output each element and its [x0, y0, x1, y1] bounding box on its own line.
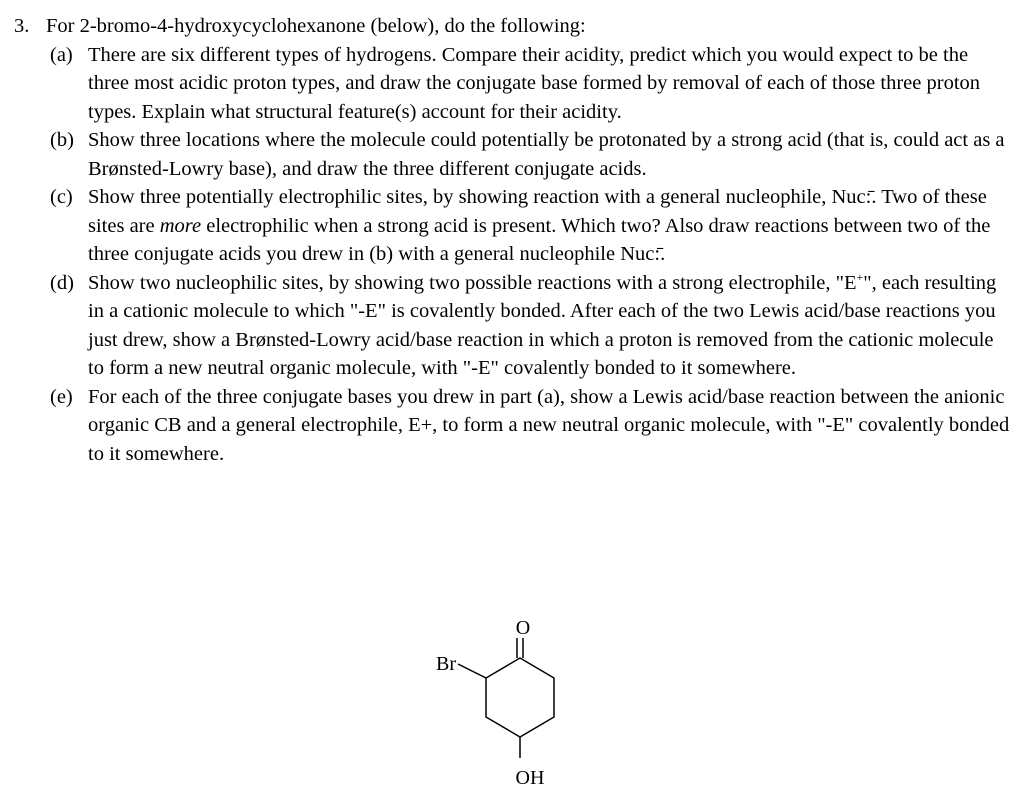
part-e [14, 383, 1014, 469]
part-c-emphasis: more [159, 214, 202, 237]
oxygen-label: O [515, 617, 531, 639]
question-3 [14, 12, 1014, 468]
bromine-label: Br [436, 653, 456, 675]
part-c-text-2: electrophilic when a strong acid is present. Which two? Also draw reactions between two of the three conjugate acids you drew in (b) with a general nucleophile Nuc:̄. [88, 214, 991, 265]
part-b-label: (b) [50, 129, 74, 151]
part-d-text-1: Show two nucleophilic sites, by showing two possible reactions with a strong electrophile, "E [88, 271, 857, 294]
question-intro: For 2-bromo-4-hydroxycyclohexanone (below), do the following: [46, 15, 586, 37]
question-number: 3. [14, 15, 30, 37]
hydroxyl-label: OH [515, 767, 545, 789]
cyclohexane-ring [486, 658, 554, 737]
part-a-label: (a) [50, 43, 73, 66]
part-d [14, 269, 1014, 383]
question-header [14, 12, 1014, 41]
part-b [14, 126, 1014, 183]
part-c-label: (c) [50, 186, 73, 208]
part-c-text-1: Show three potentially electrophilic sites, by showing reaction with a general nucleophile, Nuc:̄. Two of these sites are [88, 186, 987, 237]
part-d-label: (d) [50, 271, 74, 294]
part-a [14, 41, 1014, 127]
part-d-superscript: + [856, 269, 864, 284]
bromine-bond [458, 664, 486, 678]
part-e-label: (e) [50, 385, 73, 408]
part-c [14, 183, 1014, 269]
part-b-text: Show three locations where the molecule could potentially be protonated by a strong acid (that is, could act as a Brønsted-Lowry base), and draw the three different conjugate acids. [88, 129, 1005, 180]
part-d-text-2: ", each resulting in a cationic molecule to which "-E" is covalently bonded. After each of the two Lewis acid/base reactions you just drew, show a Brønsted-Lowry acid/base reaction in which a proton is removed from the cationic molecule to form a new neutral organic molecule, with "-E" covalently bonded to it somewhere. [88, 271, 997, 379]
part-e-text: For each of the three conjugate bases you drew in part (a), show a Lewis acid/base reaction between the anionic organic CB and a general electrophile, E+, to form a new neutral organic molecule, with "-E" covalently bonded to it somewhere. [88, 385, 1010, 465]
part-a-text: There are six different types of hydrogens. Compare their acidity, predict which you would expect to be the three most acidic proton types, and draw the conjugate base formed by removal of each of those three proton types. Explain what structural feature(s) account for their acidity. [88, 43, 981, 123]
molecule-structure [420, 600, 620, 800]
